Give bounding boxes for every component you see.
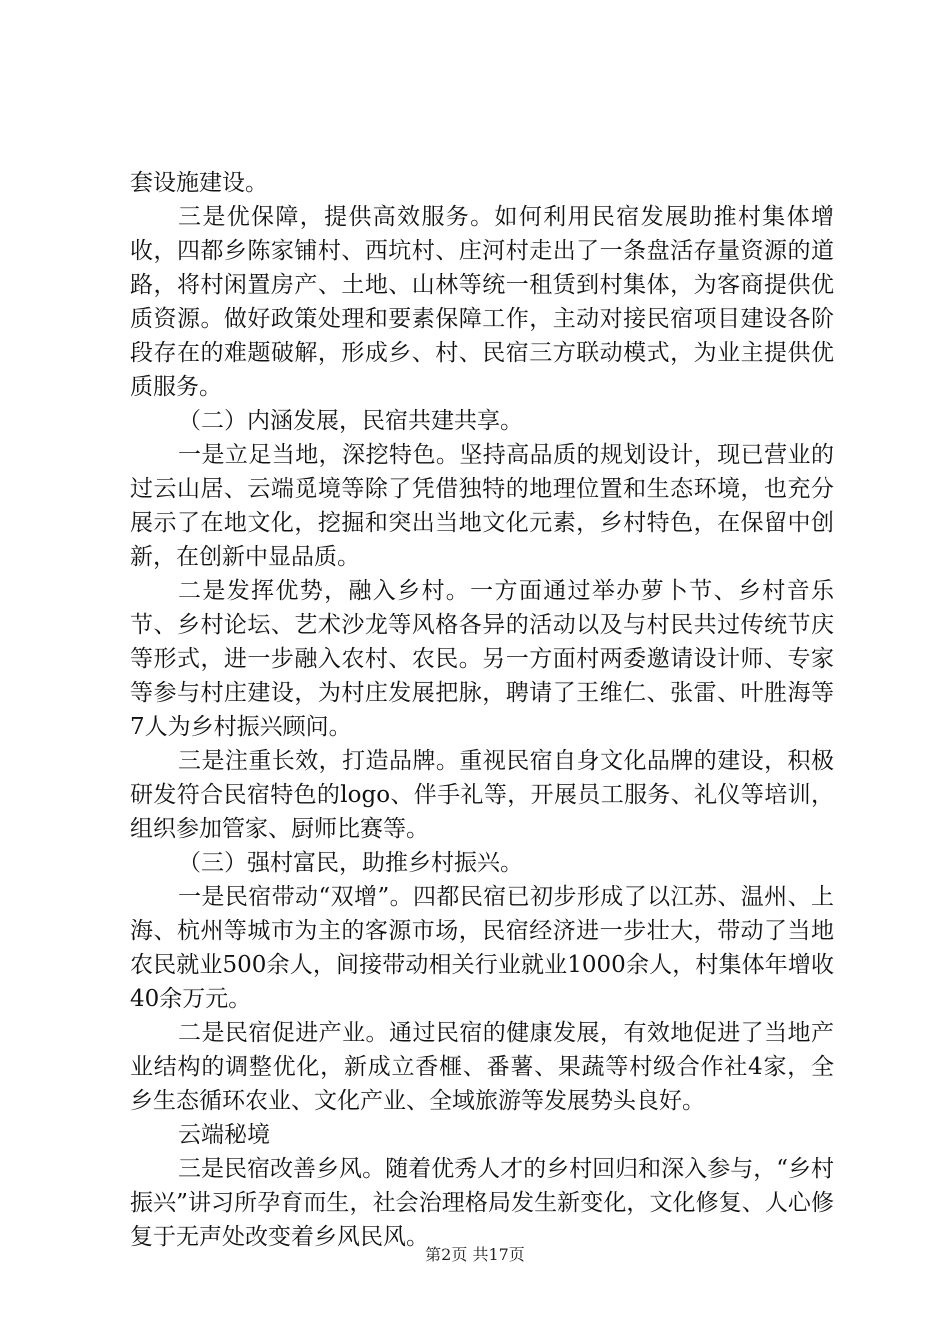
section-heading-2: （二）内涵发展，民宿共建共享。: [178, 408, 523, 434]
paragraph-3: 一是立足当地，深挖特色。坚持高品质的规划设计，现已营业的过云山居、云端觅境等除了凭借独特的地理位置和生态环境，也充分展示了在地文化，挖掘和突出当地文化元素，乡村特色，在保留中创新，在创新中显品质。: [130, 442, 834, 570]
paragraph-4: 二是发挥优势，融入乡村。一方面通过举办萝卜节、乡村音乐节、乡村论坛、艺术沙龙等风格各异的活动以及与村民共过传统节庆等形式，进一步融入农村、农民。另一方面村两委邀请设计师、专家等参与村庄建设，为村庄发展把脉，聘请了王维仁、张雷、叶胜海等7人为乡村振兴顾问。: [130, 578, 834, 740]
image-caption: 云端秘境: [178, 1122, 270, 1148]
section-heading-3: （三）强村富民，助推乡村振兴。: [178, 850, 523, 876]
paragraph-10: 三是民宿改善乡风。随着优秀人才的乡村回归和深入参与，“乡村振兴”讲习所孕育而生，社会治理格局发生新变化，文化修复、人心修复于无声处改变着乡风民风。: [130, 1156, 834, 1250]
paragraph-1: 三是优保障，提供高效服务。如何利用民宿发展助推村集体增收，四都乡陈家铺村、西坑村、庄河村走出了一条盘活存量资源的道路，将村闲置房产、土地、山林等统一租赁到村集体，为客商提供优质资源。做好政策处理和要素保障工作，主动对接民宿项目建设各阶段存在的难题破解，形成乡、村、民宿三方联动模式，为业主提供优质服务。: [130, 204, 834, 400]
paragraph-7: 一是民宿带动“双增”。四都民宿已初步形成了以江苏、温州、上海、杭州等城市为主的客源市场，民宿经济进一步壮大，带动了当地农民就业500余人，间接带动相关行业就业1000余人，村集体年增收40余万元。: [130, 884, 834, 1012]
page-footer: 第2页 共17页: [425, 1245, 525, 1264]
paragraph-0: 套设施建设。: [130, 170, 268, 196]
paragraph-5: 三是注重长效，打造品牌。重视民宿自身文化品牌的建设，积极研发符合民宿特色的logo、伴手礼等，开展员工服务、礼仪等培训，组织参加管家、厨师比赛等。: [130, 748, 834, 842]
document-body: [130, 166, 834, 1254]
paragraph-8: 二是民宿促进产业。通过民宿的健康发展，有效地促进了当地产业结构的调整优化，新成立香榧、番薯、果蔬等村级合作社4家，全乡生态循环农业、文化产业、全域旅游等发展势头良好。: [130, 1020, 834, 1114]
